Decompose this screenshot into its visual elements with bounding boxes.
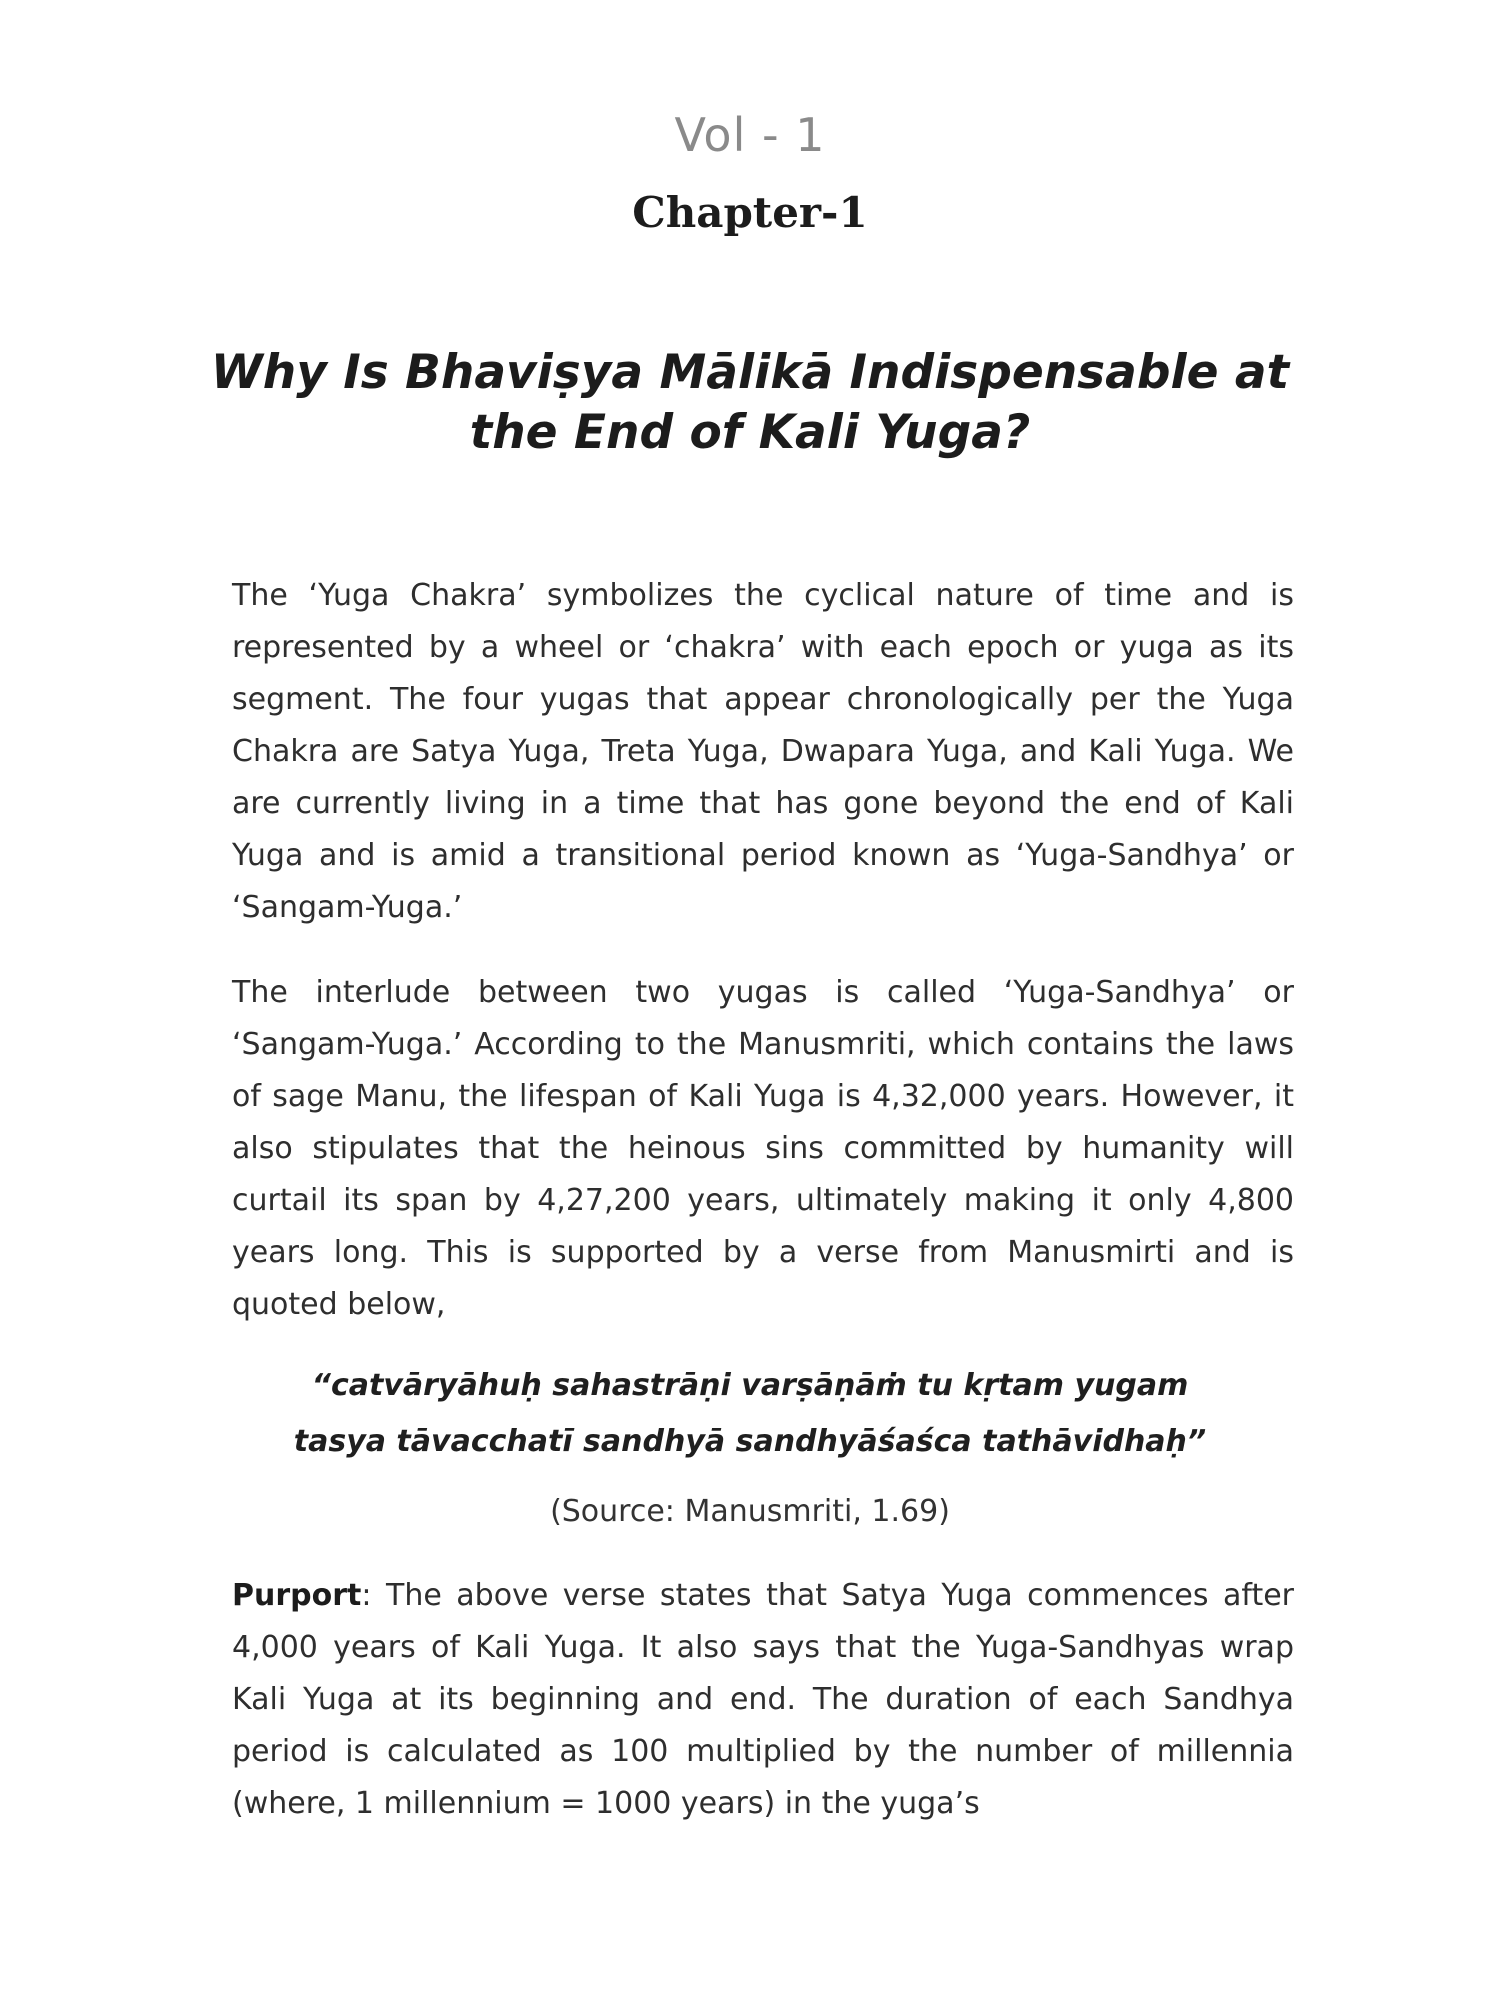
volume-label: Vol - 1	[674, 108, 826, 162]
chapter-heading: Chapter-1	[632, 188, 868, 237]
paragraph-yuga-sandhya: The interlude between two yugas is called ‘Yuga-Sandhya’ or ‘Sangam-Yuga.’ According to the Manusmriti, which contains the laws of sage Manu, the lifespan of Kali Yuga is 4,32,000 years. However, it also stipulates that the heinous sins committed by humanity will curtail its span by 4,27,200 years, ultimately making it only 4,800 years long. This is supported by a verse from Manusmirti and is quoted below,	[232, 975, 1294, 1322]
chapter-title	[150, 343, 1350, 463]
chapter-title-line-2: the End of Kali Yuga?	[469, 405, 1031, 460]
purport-label: Purport	[232, 1578, 362, 1613]
verse-line-1: “catvāryāhuḥ sahastrāṇi varṣāṇāṁ tu kṛtam yugam	[311, 1368, 1189, 1403]
verse-source: (Source: Manusmriti, 1.69)	[550, 1494, 950, 1529]
paragraph-yuga-chakra: The ‘Yuga Chakra’ symbolizes the cyclical nature of time and is represented by a wheel or ‘chakra’ with each epoch or yuga as its segment. The four yugas that appear chronologically per the Yuga Chakra are Satya Yuga, Treta Yuga, Dwapara Yuga, and Kali Yuga. We are currently living in a time that has gone beyond the end of Kali Yuga and is amid a transitional period known as ‘Yuga-Sandhya’ or ‘Sangam-Yuga.’	[232, 578, 1294, 925]
verse-line-2: tasya tāvacchatī sandhyā sandhyāśaśca tathāvidhaḥ”	[293, 1424, 1207, 1459]
paragraph-purport	[232, 1570, 1294, 1830]
chapter-title-line-1: Why Is Bhaviṣya Mālikā Indispensable at	[210, 345, 1290, 400]
purport-text: : The above verse states that Satya Yuga commences after 4,000 years of Kali Yuga. It also says that the Yuga-Sandhyas wrap Kali Yuga at its beginning and end. The duration of each Sandhya period is calculated as 100 multiplied by the number of millennia (where, 1 millennium = 1000 years) in the yuga’s	[232, 1578, 1294, 1821]
sanskrit-verse	[200, 1358, 1300, 1470]
